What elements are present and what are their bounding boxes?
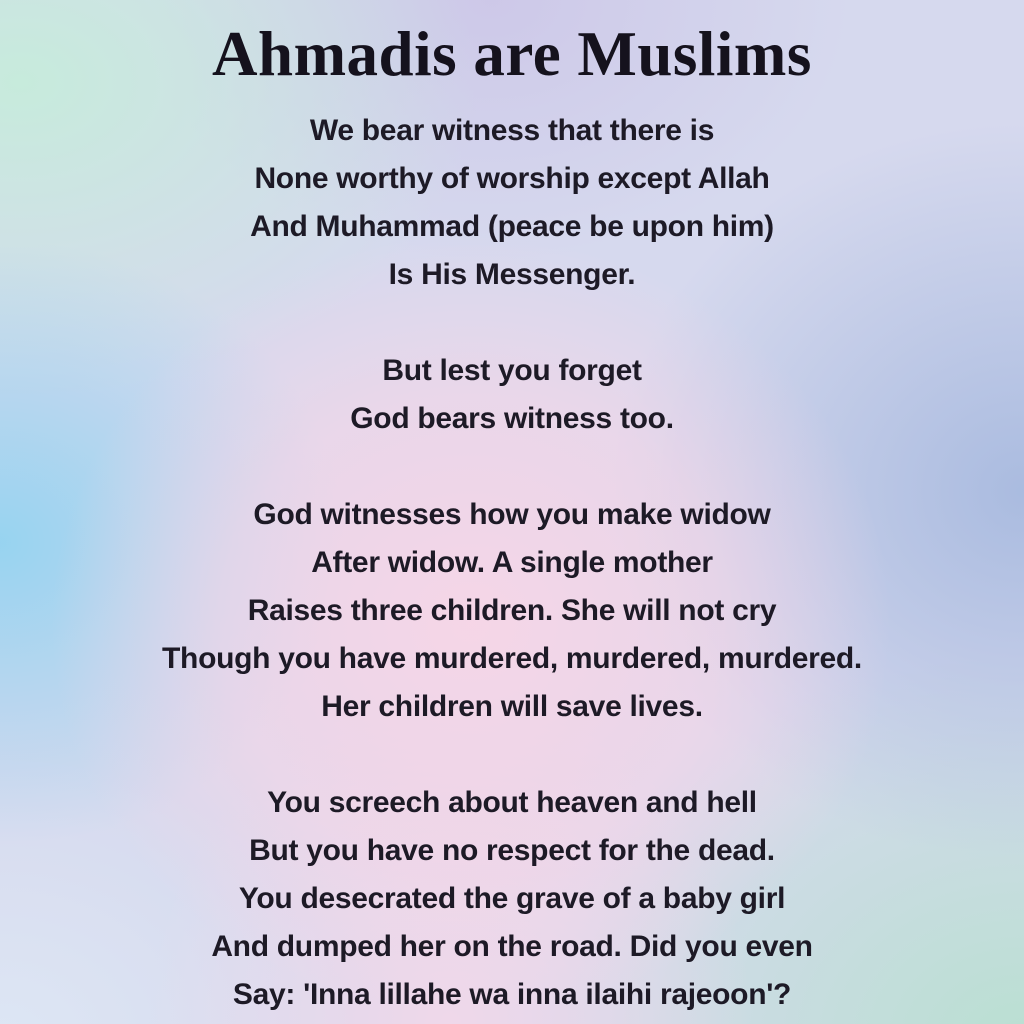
- poem-line: Say: 'Inna lillahe wa inna ilaihi rajeoon'?: [232, 978, 792, 1011]
- poem-line: Raises three children. She will not cry: [247, 594, 777, 627]
- poem-line: After widow. A single mother: [311, 546, 713, 579]
- poem-line: None worthy of worship except Allah: [254, 162, 770, 195]
- poem-line: You screech about heaven and hell: [267, 786, 757, 819]
- stanza: [0, 779, 1024, 1019]
- poem-line: You desecrated the grave of a baby girl: [238, 882, 786, 915]
- poem-body: [0, 107, 1024, 1019]
- poem-line: But lest you forget: [382, 354, 642, 387]
- poem-line: And dumped her on the road. Did you even: [211, 930, 813, 963]
- poem-line: Is His Messenger.: [388, 258, 636, 291]
- poem-line: God bears witness too.: [350, 402, 674, 435]
- stanza: [0, 107, 1024, 299]
- poem-line: God witnesses how you make widow: [253, 498, 771, 531]
- poem-line: And Muhammad (peace be upon him): [250, 210, 774, 243]
- poem-line: We bear witness that there is: [309, 114, 715, 147]
- stanza: [0, 491, 1024, 731]
- poem-title: Ahmadis are Muslims: [212, 19, 812, 89]
- stanza: [0, 347, 1024, 443]
- poem-line: But you have no respect for the dead.: [249, 834, 775, 867]
- poem-line: Her children will save lives.: [321, 690, 703, 723]
- poem-line: Though you have murdered, murdered, murdered.: [162, 642, 862, 675]
